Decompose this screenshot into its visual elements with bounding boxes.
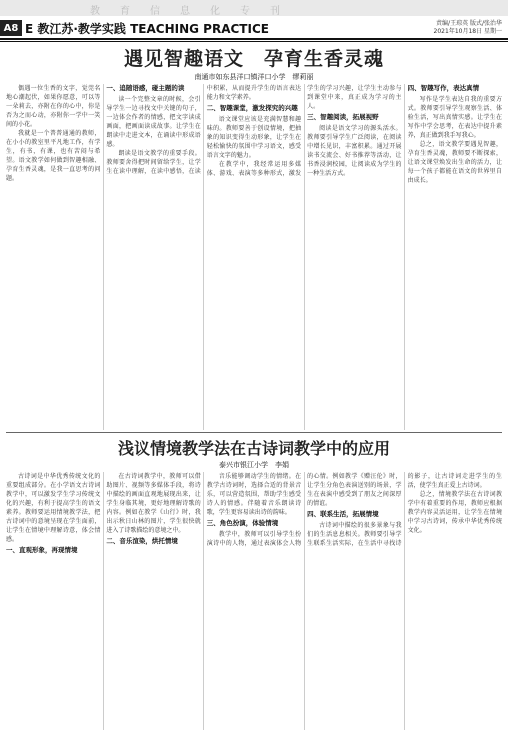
section-heading: 二、音乐渲染，烘托情境 xyxy=(106,537,178,545)
article1-title: 遇见智趣语文 孕育生香灵魂 xyxy=(123,48,384,70)
page-header xyxy=(0,20,508,36)
article2-title: 浅议情境教学法在古诗词教学中的应用 xyxy=(117,439,390,458)
section-heading: 三、角色扮演，体验情境 xyxy=(206,519,279,527)
header-rule-thick xyxy=(0,38,508,40)
edition-title: E 教江苏·教学实践 TEACHING PRACTICE xyxy=(25,21,269,36)
body-paragraph: 音乐能够调动学生的情绪。在教学古诗词时，选择合适的背景音乐，可以营造氛围，帮助学生感受诗人的情感。伴随着音乐朗读诗歌，学生更容易读出诗的韵味。 xyxy=(206,473,302,516)
body-paragraph: 阅读是语文学习的源头活水。教师要引导学生广泛阅读，在阅读中增长见识，丰富积累。通过开展读书交流会、好书推荐等活动，让书香浸润校园，让阅读成为学生的一种生活方式。 xyxy=(307,125,402,177)
issue-date: 2021年10月18日 星期一 xyxy=(433,28,502,35)
header-rule-thin xyxy=(0,41,508,42)
editors-credit: 责编/王琼英 版式/张治华 xyxy=(436,20,502,27)
banner-ghost-text: 教育信息化专刊 xyxy=(90,6,300,17)
page-number: A8 xyxy=(0,20,22,36)
section-heading: 一、追随语感，碰主题的读 xyxy=(106,84,185,92)
section-heading: 三、智趣阅读，拓展视野 xyxy=(307,113,379,121)
section-heading: 四、联系生活，拓展情境 xyxy=(307,510,379,518)
body-paragraph: 总之，情境教学法在古诗词教学中有着重要的作用，教师应根据教学内容灵活运用，让学生在情境中学习古诗词，传承中华优秀传统文化。 xyxy=(407,491,502,534)
body-paragraph: 语文课堂应该是充满智慧和趣味的。教师要善于创设情境，把抽象的知识变得生动形象，让学生在轻松愉快的氛围中学习语文，感受语言文字的魅力。 xyxy=(206,116,302,159)
body-paragraph: 教学中，教师可以引导学生扮演诗中的人物，通过表演体会人物的心情。例如教学《赠汪伦》时，让学生分角色表演送别的场景，学生在表演中感受到了朋友之间深厚的情谊。 xyxy=(206,473,402,547)
body-paragraph: 在教学中，我经常运用多媒体、游戏、表演等多种形式，激发学生的学习兴趣，让学生主动参与到课堂中来，真正成为学习的主人。 xyxy=(206,85,402,177)
body-paragraph: 读一个完整文章的时候，会引导学生一边寻找文中关键的句子，一边体会作者的情感，把文字读成画面，把画面读成故事。让学生在朗读中走进文本，在诵读中形成语感。 xyxy=(106,96,201,148)
body-paragraph: 总之，语文教学要遇见智趣，孕育生香灵魂，教师要不断探索，让语文课堂焕发出生命的活力，让每一个孩子都能在语文的世界里自由成长。 xyxy=(407,141,502,184)
body-paragraph: 朗读是语文教学的重要手段。教师要舍得把时间留给学生，让学生在读中理解，在读中感悟，在读中积累，从而提升学生的语言表达能力和文学素养。 xyxy=(106,85,302,175)
article2-byline: 泰兴市银江小学 李娟 xyxy=(219,461,289,469)
header-meta xyxy=(434,20,502,36)
article1-body xyxy=(6,84,502,430)
section-heading: 四、智趣写作，表达真情 xyxy=(407,84,480,92)
body-paragraph: 写作是学生表达自我的重要方式。教师要引导学生观察生活、体验生活，写出真情实感。让学生在写作中学会思考，在表达中提升素养，真正做到我手写我心。 xyxy=(407,96,502,139)
top-decorative-band xyxy=(0,0,508,16)
body-paragraph: 古诗词中描绘的很多景象与我们的生活息息相关。教师要引导学生联系生活实际，在生活中寻找诗的影子，让古诗词走进学生的生活，使学生真正爱上古诗词。 xyxy=(307,473,502,547)
section-heading: 一、直观形象，再现情境 xyxy=(6,546,78,554)
body-paragraph: 古诗词是中华优秀传统文化的重要组成部分。在小学语文古诗词教学中，可以激发学生学习传统文化的兴趣，有利于提高学生的语文素养。教师要运用情境教学法，把古诗词中的意境呈现在学生面前，让学生在情境中理解诗意，体会情感。 xyxy=(6,473,101,543)
body-paragraph: 在古诗词教学中，教师可以借助图片、视频等多媒体手段，将诗中描绘的画面直观地展现出来，让学生身临其境，更好地理解诗歌的内容。例如在教学《山行》时，我出示秋日山林的图片，学生很快就进入了诗歌描绘的意境之中。 xyxy=(106,473,201,534)
section-heading: 二、智趣课堂，激发探究的兴趣 xyxy=(206,104,298,112)
article2-body xyxy=(6,472,502,730)
body-paragraph: 我就是一个普普通通的教师，在小小的教室里平凡地工作，有学生，有书，有课，也有苦闷与希望。语文教学如何做到智趣相融、孕育生香灵魂，是我一直思考的问题。 xyxy=(6,130,101,182)
body-paragraph: 偶遇一位生香的文字，觉莞名地心潮起伏，如果你愿意，可以等一朵莉去，亦附在你的心中，你是否为之而心动，亦附你一学中一笑间的小花。 xyxy=(6,85,101,128)
article-separator xyxy=(6,432,502,433)
article1-byline: 南通市如东县洋口镇洋口小学 缪莉丽 xyxy=(194,73,314,81)
